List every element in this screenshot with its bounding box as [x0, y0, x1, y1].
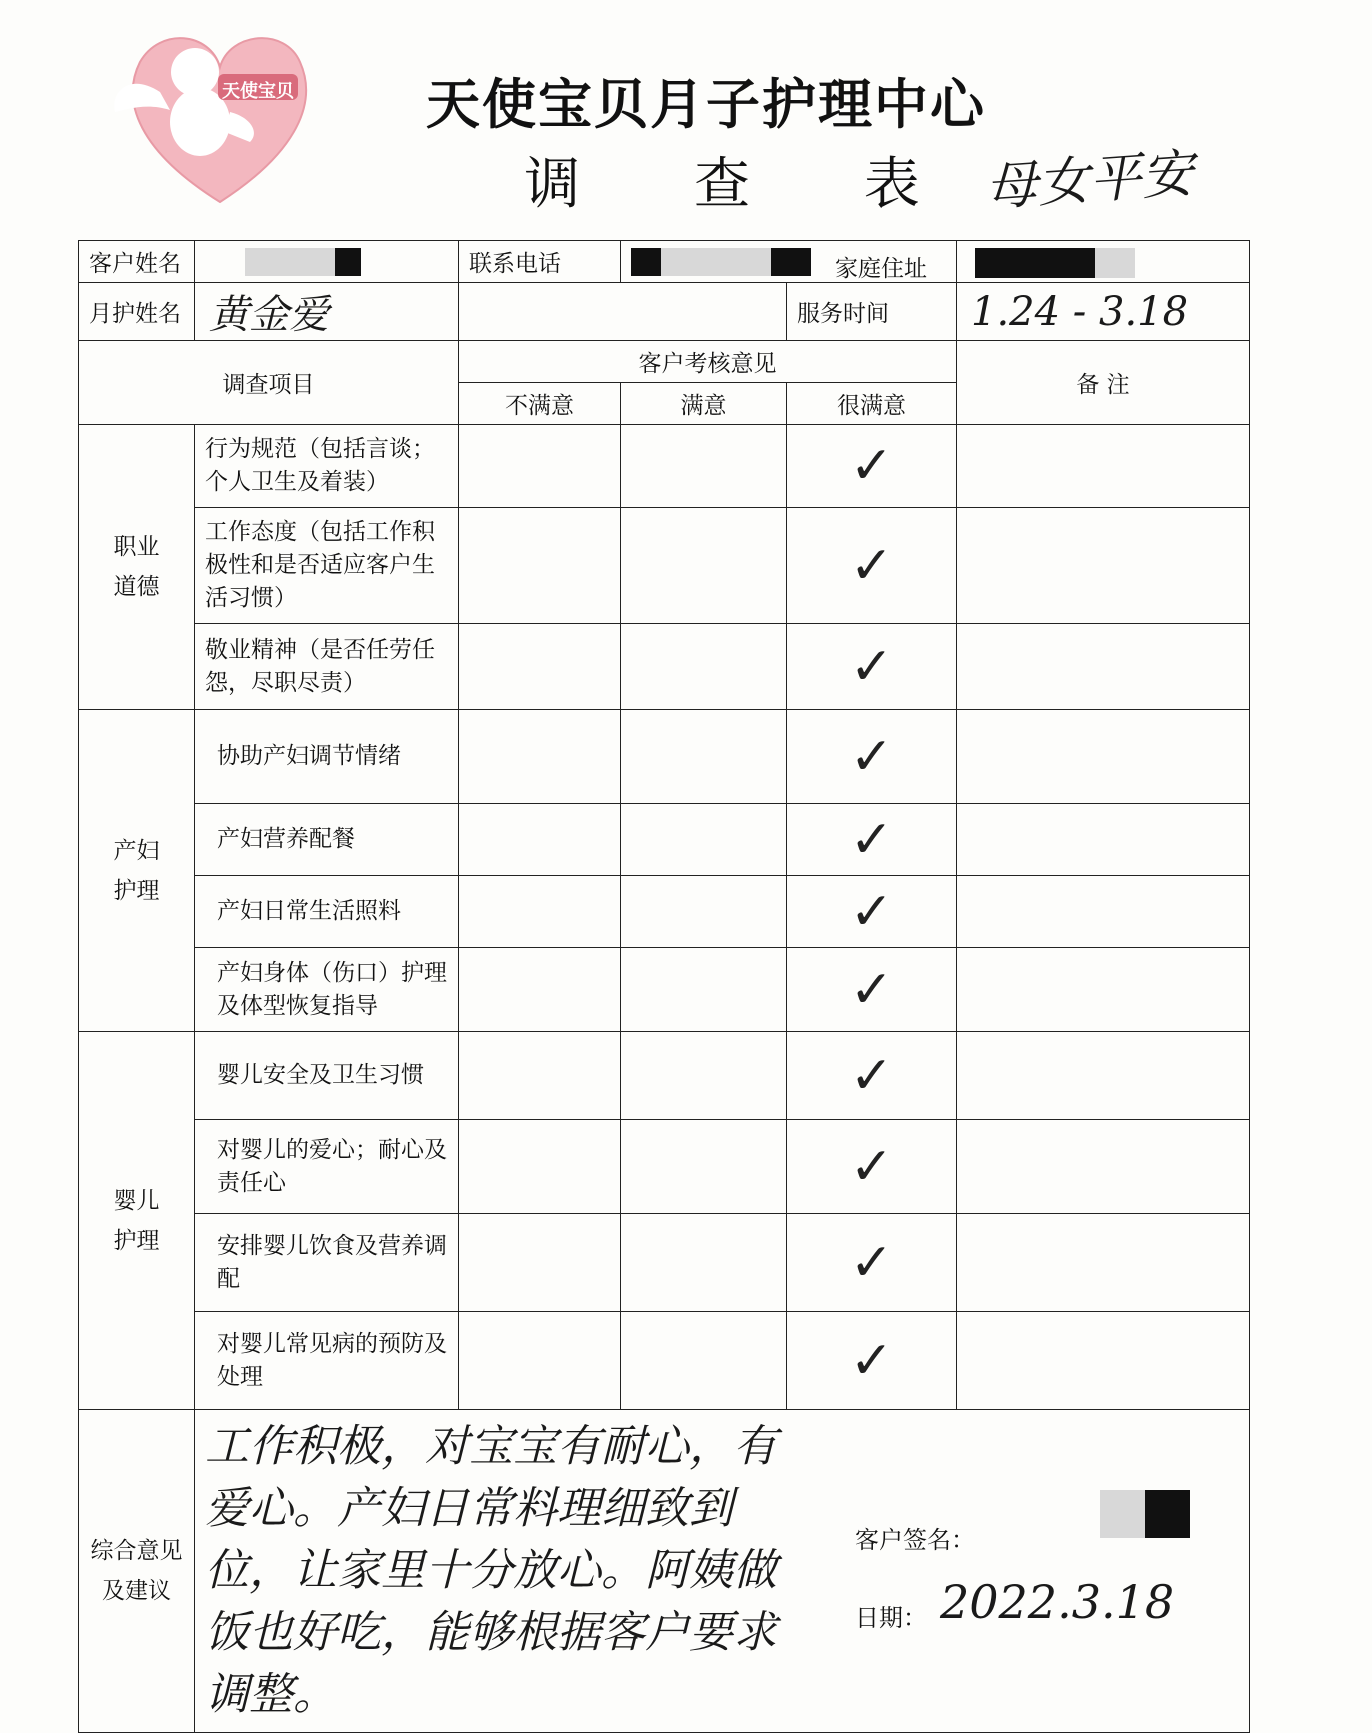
- redacted-address: [975, 248, 1145, 278]
- survey-item: 产妇身体（伤口）护理及体型恢复指导: [195, 948, 459, 1032]
- remarks-cell: [957, 948, 1250, 1032]
- remarks-cell: [957, 804, 1250, 876]
- remarks-cell: [957, 1120, 1250, 1214]
- survey-item: 敬业精神（是否任劳任怨，尽职尽责）: [195, 624, 459, 710]
- check-mark-icon: ✓: [787, 948, 957, 1032]
- survey-item: 对婴儿常见病的预防及处理: [195, 1312, 459, 1410]
- survey-item: 产妇营养配餐: [195, 804, 459, 876]
- remarks-cell: [957, 1032, 1250, 1120]
- check-mark-icon: ✓: [787, 624, 957, 710]
- redacted-signature: [1145, 1490, 1190, 1538]
- rating-cell: [459, 508, 621, 624]
- remarks-cell: [957, 1312, 1250, 1410]
- logo-text: 天使宝贝: [222, 81, 294, 102]
- check-mark-icon: ✓: [787, 710, 957, 804]
- phone-label: 联系电话: [459, 241, 621, 283]
- redacted-signature: [1100, 1490, 1145, 1538]
- rating-cell: [459, 1312, 621, 1410]
- service-time-label: 服务时间: [787, 283, 957, 341]
- col-unsatisfied: 不满意: [459, 383, 621, 425]
- redacted-block: [771, 248, 811, 276]
- rating-cell: [459, 1214, 621, 1312]
- redacted-block: [335, 248, 361, 276]
- form-subtitle: 调 查 表: [524, 152, 968, 217]
- check-mark-icon: ✓: [787, 425, 957, 508]
- category-label: 产妇护理: [113, 837, 160, 904]
- category-professional-ethics: [79, 425, 195, 710]
- rating-cell: [621, 876, 787, 948]
- rating-cell: [459, 948, 621, 1032]
- remarks-cell: [957, 1214, 1250, 1312]
- summary-label-cell: [79, 1410, 195, 1733]
- form-title: 天使宝贝月子护理中心: [426, 73, 986, 136]
- check-mark-icon: ✓: [787, 1120, 957, 1214]
- check-mark-icon: ✓: [787, 508, 957, 624]
- check-mark-icon: ✓: [787, 1032, 957, 1120]
- items-header: 调查项目: [79, 341, 459, 425]
- rating-cell: [621, 948, 787, 1032]
- rating-cell: [459, 876, 621, 948]
- check-mark-icon: ✓: [787, 876, 957, 948]
- col-very-satisfied: 很满意: [787, 383, 957, 425]
- handwritten-note: 母女平安: [983, 143, 1196, 219]
- redacted-block: [975, 248, 1095, 278]
- remarks-cell: [957, 710, 1250, 804]
- rating-cell: [459, 804, 621, 876]
- summary-comment: 工作积极，对宝宝有耐心，有爱心。产妇日常料理细致到位，让家里十分放心。阿姨做饭也好吃，能够根据客户要求调整。: [205, 1421, 777, 1720]
- remarks-cell: [957, 425, 1250, 508]
- date-label: 日期：: [855, 1604, 927, 1632]
- rating-cell: [459, 624, 621, 710]
- survey-table: [78, 240, 1250, 1733]
- redacted-block: [1095, 248, 1135, 278]
- rating-cell: [621, 1032, 787, 1120]
- remarks-cell: [957, 876, 1250, 948]
- opinion-header: 客户考核意见: [459, 341, 957, 383]
- survey-item: 安排婴儿饮食及营养调配: [195, 1214, 459, 1312]
- summary-content: [195, 1410, 1250, 1733]
- date-value: 2022.3.18: [940, 1575, 1175, 1629]
- survey-item: 行为规范（包括言谈；个人卫生及着装）: [195, 425, 459, 508]
- rating-cell: [621, 710, 787, 804]
- nurse-name-label: 月护姓名: [79, 283, 195, 341]
- col-satisfied: 满意: [621, 383, 787, 425]
- rating-cell: [459, 1032, 621, 1120]
- redacted-block: [661, 248, 771, 276]
- category-label: 职业道德: [113, 534, 160, 600]
- rating-cell: [621, 804, 787, 876]
- remarks-header: 备 注: [957, 341, 1250, 425]
- category-label: 婴儿护理: [113, 1187, 160, 1254]
- remarks-cell: [957, 624, 1250, 710]
- rating-cell: [459, 710, 621, 804]
- survey-item: 工作态度（包括工作积极性和是否适应客户生活习惯）: [195, 508, 459, 624]
- check-mark-icon: ✓: [787, 804, 957, 876]
- nurse-name-value: 黄金爱: [195, 283, 459, 341]
- customer-name-value: [195, 241, 459, 283]
- signature-label: 客户签名：: [855, 1526, 975, 1554]
- survey-item: 对婴儿的爱心；耐心及责任心: [195, 1120, 459, 1214]
- redacted-block: [631, 248, 661, 276]
- check-mark-icon: ✓: [787, 1312, 957, 1410]
- customer-name-label: 客户姓名: [79, 241, 195, 283]
- rating-cell: [621, 1120, 787, 1214]
- check-mark-icon: ✓: [787, 1214, 957, 1312]
- rating-cell: [459, 425, 621, 508]
- remarks-cell: [957, 508, 1250, 624]
- rating-cell: [621, 1312, 787, 1410]
- rating-cell: [621, 425, 787, 508]
- rating-cell: [621, 508, 787, 624]
- category-baby-care: [79, 1032, 195, 1410]
- rating-cell: [621, 1214, 787, 1312]
- survey-item: 婴儿安全及卫生习惯: [195, 1032, 459, 1120]
- category-mother-care: [79, 710, 195, 1032]
- rating-cell: [459, 1120, 621, 1214]
- empty-cell: [459, 283, 787, 341]
- rating-cell: [621, 624, 787, 710]
- address-label-visible: 家庭住址: [835, 256, 927, 282]
- redacted-block: [245, 248, 335, 276]
- survey-item: 协助产妇调节情绪: [195, 710, 459, 804]
- survey-item: 产妇日常生活照料: [195, 876, 459, 948]
- summary-label: 综合意见及建议: [90, 1538, 183, 1604]
- service-time-value: 1.24 - 3.18: [957, 283, 1250, 341]
